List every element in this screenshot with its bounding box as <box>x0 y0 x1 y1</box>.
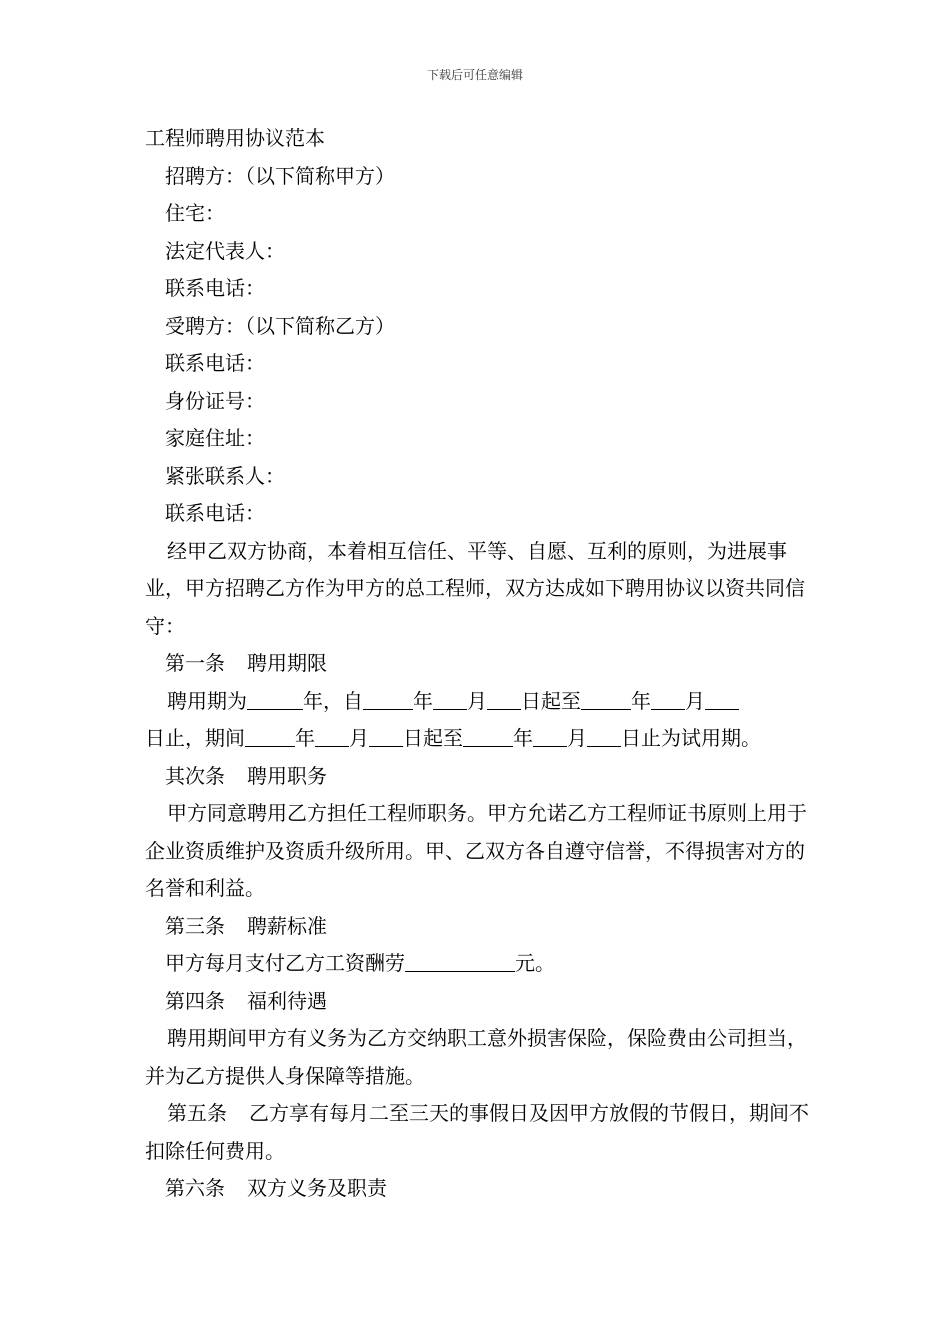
term-text: 月 <box>567 726 587 750</box>
article-4-title: 福利待遇 <box>247 988 327 1013</box>
page-header-note: 下载后可任意编辑 <box>426 68 523 82</box>
term-text: 年 <box>295 726 315 750</box>
party-b-id-number: 身份证号： <box>165 388 265 413</box>
article-6-title: 双方义务及职责 <box>247 1176 387 1200</box>
article-1-heading <box>145 645 810 683</box>
party-b-emergency-phone: 联系电话： <box>165 501 265 525</box>
blank-line <box>405 953 515 972</box>
party-a-label: 招聘方：（以下简称甲方） <box>165 163 395 188</box>
term-text: 年 <box>631 688 651 713</box>
blank-line <box>247 691 303 710</box>
article-4-number: 第四条 <box>165 988 225 1013</box>
article-5-number: 第五条 <box>167 1101 227 1125</box>
term-text: 日止为试用期。 <box>621 726 761 750</box>
term-text: 甲方每月支付乙方工资酬劳 <box>165 951 405 975</box>
article-1-line-1 <box>145 683 810 721</box>
blank-line <box>581 691 631 710</box>
blank-line <box>369 728 403 747</box>
blank-line <box>487 691 521 710</box>
document-body <box>145 120 810 1208</box>
party-b-phone: 联系电话： <box>165 351 265 375</box>
article-3-title: 聘薪标准 <box>247 913 327 938</box>
article-4-heading <box>145 983 810 1021</box>
blank-line <box>433 691 467 710</box>
blank-line <box>463 728 513 747</box>
term-text: 月 <box>467 688 487 713</box>
article-5-body: 乙方享有每月二至三天的事假日及因甲方放假的节假日，期间不扣除任何费用。 <box>145 1101 809 1163</box>
article-2-title: 聘用职务 <box>247 763 327 788</box>
blank-line <box>651 691 685 710</box>
blank-line <box>533 728 567 747</box>
article-5-paragraph <box>145 1095 810 1170</box>
article-3-body <box>145 945 810 983</box>
term-text: 年 <box>413 688 433 713</box>
party-b-label: 受聘方：（以下简称乙方） <box>165 313 395 338</box>
article-2-body: 甲方同意聘用乙方担任工程师职务。甲方允诺乙方工程师证书原则上用于企业资质维护及资质升级所用。甲、乙双方各自遵守信誉，不得损害对方的名誉和利益。 <box>145 801 807 900</box>
blank-line <box>705 691 739 710</box>
term-text: 聘用期为 <box>167 688 247 713</box>
term-text: 日止，期间 <box>145 726 245 750</box>
party-a-phone: 联系电话： <box>165 276 265 300</box>
article-3-heading <box>145 908 810 946</box>
term-text: 日起至 <box>521 688 581 713</box>
article-1-line-2 <box>145 720 810 758</box>
article-1-number: 第一条 <box>165 651 225 675</box>
article-6-heading <box>145 1170 810 1208</box>
term-text: 月 <box>349 726 369 750</box>
blank-line <box>363 691 413 710</box>
article-6-number: 第六条 <box>165 1176 225 1200</box>
blank-line <box>245 728 295 747</box>
blank-line <box>315 728 349 747</box>
party-b-emergency-contact: 紧张联系人： <box>165 463 285 488</box>
blank-line <box>587 728 621 747</box>
term-text: 年 <box>513 726 533 750</box>
intro-paragraph: 经甲乙双方协商，本着相互信任、平等、自愿、互利的原则，为进展事业，甲方招聘乙方作为甲方的总工程师，双方达成如下聘用协议以资共同信守： <box>145 538 805 638</box>
document-title: 工程师聘用协议范本 <box>145 126 325 150</box>
term-text: 年，自 <box>303 688 363 713</box>
party-a-address: 住宅： <box>165 201 225 225</box>
term-text: 元。 <box>515 951 555 975</box>
term-text: 日起至 <box>403 726 463 750</box>
term-text: 月 <box>685 688 705 713</box>
party-b-home-address: 家庭住址： <box>165 426 265 450</box>
article-2-number: 其次条 <box>165 763 225 788</box>
article-2-heading <box>145 758 810 796</box>
article-1-title: 聘用期限 <box>247 651 327 675</box>
article-3-number: 第三条 <box>165 913 225 938</box>
party-a-representative: 法定代表人： <box>165 238 285 263</box>
article-4-body: 聘用期间甲方有义务为乙方交纳职工意外损害保险，保险费由公司担当，并为乙方提供人身保障等措施。 <box>145 1026 807 1088</box>
